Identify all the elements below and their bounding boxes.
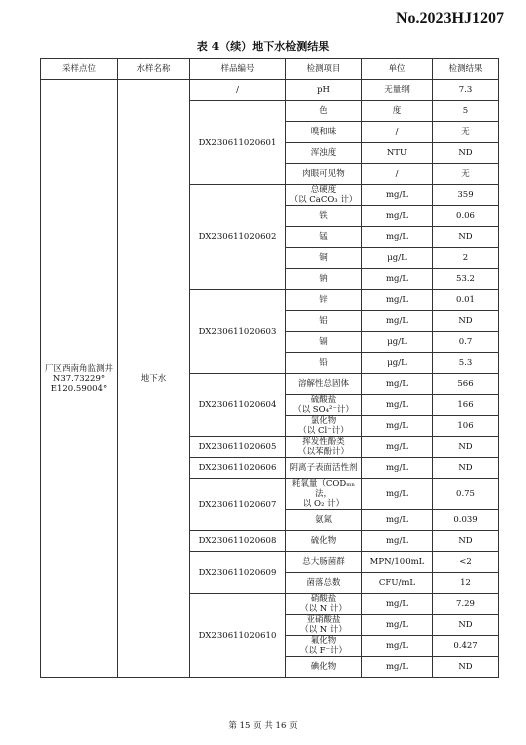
test-item-basis: （以苯酚计） — [297, 447, 349, 457]
unit-cell: mg/L — [362, 458, 433, 479]
test-item-name: 铁 — [319, 211, 328, 221]
test-item-cell — [286, 311, 362, 332]
test-item-name: 镉 — [319, 337, 328, 347]
test-item-name: 铝 — [319, 316, 328, 326]
unit-cell: / — [362, 164, 433, 185]
result-cell: 0.427 — [433, 636, 499, 657]
report-number: No.2023HJ1207 — [396, 10, 504, 27]
sample-id-cell: DX230611020610 — [190, 594, 286, 678]
unit-cell: mg/L — [362, 311, 433, 332]
table-title: 表 4（续）地下水检测结果 — [196, 40, 330, 53]
result-cell: ND — [433, 311, 499, 332]
sample-id-cell: DX230611020609 — [190, 552, 286, 594]
unit-cell: mg/L — [362, 437, 433, 458]
test-item-basis: （以 F⁻计） — [299, 646, 348, 656]
header-sample-id: 样品编号 — [190, 59, 286, 80]
unit-cell: mg/L — [362, 479, 433, 510]
result-cell: <2 — [433, 552, 499, 573]
test-item-name: 碘化物 — [310, 662, 337, 672]
unit-cell: 无量纲 — [362, 80, 433, 101]
test-item-cell — [286, 657, 362, 678]
test-item-name: 氨氮 — [314, 515, 332, 525]
unit-cell: μg/L — [362, 332, 433, 353]
test-item-cell — [286, 143, 362, 164]
header-test-item: 检测项目 — [286, 59, 362, 80]
water-type-cell: 地下水 — [118, 80, 190, 678]
test-item-cell — [286, 636, 362, 657]
unit-cell: mg/L — [362, 206, 433, 227]
test-item-cell — [286, 269, 362, 290]
test-item-name: 浑浊度 — [310, 148, 337, 158]
test-item-cell — [286, 227, 362, 248]
result-cell: 2 — [433, 248, 499, 269]
test-item-cell — [286, 206, 362, 227]
test-item-name: 锰 — [319, 232, 328, 242]
result-cell: 7.29 — [433, 594, 499, 615]
sample-id-cell: DX230611020603 — [190, 290, 286, 374]
unit-cell: μg/L — [362, 353, 433, 374]
sample-id-cell: DX230611020602 — [190, 185, 286, 290]
result-cell: 359 — [433, 185, 499, 206]
test-item-cell — [286, 353, 362, 374]
result-cell: 5.3 — [433, 353, 499, 374]
sample-id-cell: DX230611020605 — [190, 437, 286, 458]
test-item-name: pH — [317, 85, 330, 95]
test-item-name: 亚硝酸盐 — [306, 615, 341, 625]
site-line2: N37.73229° — [52, 373, 106, 384]
test-item-name: 菌落总数 — [306, 578, 341, 588]
sample-id-cell: DX230611020606 — [190, 458, 286, 479]
result-cell: ND — [433, 531, 499, 552]
result-cell: 无 — [433, 122, 499, 143]
site-cell — [41, 80, 118, 678]
test-item-name: 阴离子表面活性剂 — [289, 463, 358, 473]
result-cell: ND — [433, 615, 499, 636]
table-header-row — [41, 59, 499, 80]
unit-cell: MPN/100mL — [362, 552, 433, 573]
test-item-name: 氯化物 — [310, 416, 337, 426]
test-item-basis: （以 CaCO₃ 计） — [289, 195, 358, 205]
result-cell: 0.7 — [433, 332, 499, 353]
result-cell: 0.039 — [433, 510, 499, 531]
test-item-basis: （以 N 计） — [300, 625, 347, 635]
header-water-type: 水样名称 — [118, 59, 190, 80]
test-item-cell — [286, 416, 362, 437]
result-cell: 566 — [433, 374, 499, 395]
unit-cell: mg/L — [362, 594, 433, 615]
test-item-name: 溶解性总固体 — [297, 379, 349, 389]
sample-id-cell: DX230611020608 — [190, 531, 286, 552]
test-item-cell — [286, 122, 362, 143]
result-cell: 0.06 — [433, 206, 499, 227]
site-line3: E120.59004° — [50, 383, 108, 394]
test-item-name: 总硬度 — [310, 185, 337, 195]
test-item-cell — [286, 248, 362, 269]
test-item-cell — [286, 510, 362, 531]
table-row — [41, 80, 499, 101]
result-cell: 0.75 — [433, 479, 499, 510]
unit-cell: mg/L — [362, 416, 433, 437]
test-item-cell — [286, 185, 362, 206]
sample-id-cell: DX230611020601 — [190, 101, 286, 185]
header-unit: 单位 — [362, 59, 433, 80]
header-result: 检测结果 — [433, 59, 499, 80]
test-item-cell — [286, 458, 362, 479]
result-cell: ND — [433, 227, 499, 248]
unit-cell: mg/L — [362, 615, 433, 636]
unit-cell: mg/L — [362, 290, 433, 311]
page-footer: 第 15 页 共 16 页 — [228, 721, 298, 731]
test-item-cell — [286, 573, 362, 594]
test-item-name: 挥发性酚类 — [302, 437, 345, 447]
result-cell: 5 — [433, 101, 499, 122]
unit-cell: mg/L — [362, 531, 433, 552]
result-cell: 166 — [433, 395, 499, 416]
test-item-cell — [286, 531, 362, 552]
unit-cell: μg/L — [362, 248, 433, 269]
sample-id-cell: DX230611020607 — [190, 479, 286, 531]
result-cell: 53.2 — [433, 269, 499, 290]
result-cell: ND — [433, 437, 499, 458]
test-item-cell — [286, 615, 362, 636]
unit-cell: mg/L — [362, 657, 433, 678]
test-item-name: 硫化物 — [310, 536, 337, 546]
result-cell: 12 — [433, 573, 499, 594]
result-cell: ND — [433, 657, 499, 678]
unit-cell: CFU/mL — [362, 573, 433, 594]
test-item-basis: （以 SO₄²⁻计） — [293, 405, 354, 415]
unit-cell: mg/L — [362, 395, 433, 416]
test-item-name: 肉眼可见物 — [302, 169, 345, 179]
test-item-name: 铅 — [319, 358, 328, 368]
test-item-name: 耗氧量（CODₘₙ法， — [291, 479, 356, 499]
results-table — [40, 58, 499, 678]
unit-cell: mg/L — [362, 269, 433, 290]
unit-cell: mg/L — [362, 636, 433, 657]
unit-cell: / — [362, 122, 433, 143]
test-item-cell — [286, 80, 362, 101]
result-cell: 7.3 — [433, 80, 499, 101]
test-item-name: 铜 — [319, 253, 328, 263]
test-item-cell — [286, 552, 362, 573]
test-item-cell — [286, 164, 362, 185]
test-item-name: 色 — [319, 106, 328, 116]
test-item-cell — [286, 101, 362, 122]
test-item-name: 锌 — [319, 295, 328, 305]
test-item-cell — [286, 374, 362, 395]
test-item-name: 总大肠菌群 — [302, 557, 345, 567]
unit-cell: mg/L — [362, 227, 433, 248]
test-item-basis: （以 N 计） — [300, 604, 347, 614]
result-cell: 0.01 — [433, 290, 499, 311]
test-item-basis: （以 Cl⁻计） — [298, 426, 349, 436]
header-site: 采样点位 — [41, 59, 118, 80]
test-item-name: 硝酸盐 — [310, 594, 337, 604]
site-line1: 厂区西南角监测井 — [44, 363, 113, 374]
unit-cell: mg/L — [362, 185, 433, 206]
test-item-name: 嗅和味 — [310, 127, 337, 137]
test-item-cell — [286, 479, 362, 510]
result-cell: ND — [433, 143, 499, 164]
unit-cell: NTU — [362, 143, 433, 164]
result-cell: ND — [433, 458, 499, 479]
unit-cell: mg/L — [362, 510, 433, 531]
test-item-name: 钠 — [319, 274, 328, 284]
test-item-name: 硫酸盐 — [310, 395, 337, 405]
test-item-cell — [286, 332, 362, 353]
result-cell: 无 — [433, 164, 499, 185]
sample-id-cell: DX230611020604 — [190, 374, 286, 437]
test-item-basis: 以 O₂ 计） — [302, 499, 345, 509]
sample-id-cell: / — [190, 80, 286, 101]
test-item-cell — [286, 395, 362, 416]
test-item-cell — [286, 594, 362, 615]
test-item-cell — [286, 290, 362, 311]
unit-cell: mg/L — [362, 374, 433, 395]
unit-cell: 度 — [362, 101, 433, 122]
test-item-name: 氟化物 — [310, 636, 337, 646]
test-item-cell — [286, 437, 362, 458]
result-cell: 106 — [433, 416, 499, 437]
